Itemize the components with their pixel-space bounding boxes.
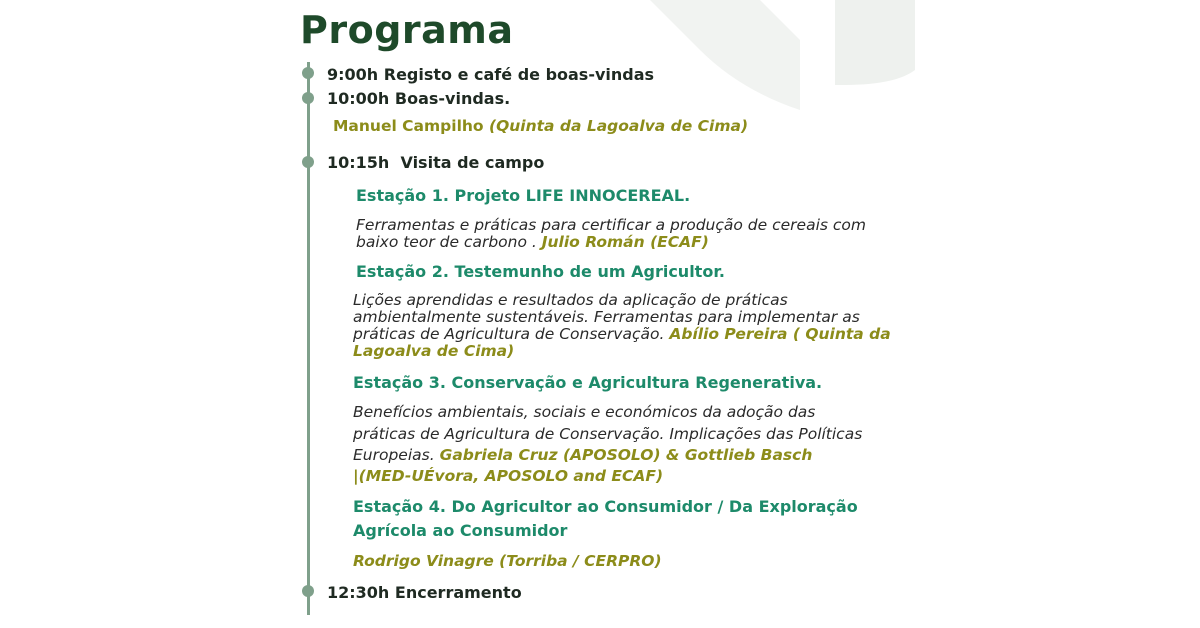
- speaker-affiliation: (Quinta da Lagoalva de Cima): [488, 117, 749, 135]
- station-2-desc-line: [353, 326, 891, 343]
- station-3-speaker-cont: |(MED-UÉvora, APOSOLO and ECAF): [353, 467, 664, 485]
- station-3-title: Estação 3. Conservação e Agricultura Regenerativa.: [353, 373, 823, 392]
- station-3-speaker: Gabriela Cruz (APOSOLO) & Gottlieb Basch: [439, 446, 813, 464]
- page-title: Programa: [300, 8, 514, 52]
- schedule-item-registration: 9:00h Registo e café de boas-vindas: [327, 65, 655, 84]
- schedule-item-field-visit: [327, 153, 544, 172]
- station-2-desc-line: ambientalmente sustentáveis. Ferramentas para implementar as: [353, 308, 860, 326]
- station-3-desc-line: Benefícios ambientais, sociais e económicos da adoção das: [353, 403, 816, 421]
- station-3-desc-line: [353, 447, 812, 464]
- field-visit-label: Visita de campo: [400, 153, 545, 172]
- schedule-item-welcome: 10:00h Boas-vindas.: [327, 89, 511, 108]
- station-1-desc-text: baixo teor de carbono .: [356, 233, 537, 251]
- station-2-desc-line: Lições aprendidas e resultados da aplicação de práticas: [353, 291, 788, 309]
- station-1-speaker: Julio Román (ECAF): [541, 233, 709, 251]
- timeline-dot: [302, 156, 314, 168]
- station-2-desc-text: práticas de Agricultura de Conservação.: [353, 325, 665, 343]
- timeline-dot: [302, 67, 314, 79]
- decorative-leaf-shapes: [640, 0, 940, 110]
- station-4-title: Estação 4. Do Agricultor ao Consumidor / Da Exploração: [353, 497, 858, 516]
- field-visit-time: 10:15h: [327, 153, 390, 172]
- timeline-dot: [302, 585, 314, 597]
- station-2-speaker-cont: Lagoalva de Cima): [353, 342, 515, 360]
- timeline-line: [307, 62, 310, 615]
- station-3-desc-line: práticas de Agricultura de Conservação. Implicações das Políticas: [353, 425, 863, 443]
- station-1-desc-line: Ferramentas e práticas para certificar a produção de cereais com: [356, 216, 866, 234]
- schedule-item-closing: 12:30h Encerramento: [327, 583, 522, 602]
- station-1-desc-line: [356, 234, 709, 251]
- station-2-title: Estação 2. Testemunho de um Agricultor.: [356, 262, 725, 281]
- station-2-speaker: Abílio Pereira ( Quinta da: [669, 325, 891, 343]
- station-4-title-cont: Agrícola ao Consumidor: [353, 521, 568, 540]
- station-4-speaker: Rodrigo Vinagre (Torriba / CERPRO): [353, 552, 662, 570]
- station-3-desc-text: Europeias.: [353, 446, 435, 464]
- timeline-dot: [302, 92, 314, 104]
- station-1-title: Estação 1. Projeto LIFE INNOCEREAL.: [356, 186, 691, 205]
- speaker-name: Manuel Campilho: [333, 117, 484, 135]
- welcome-speaker: [333, 117, 748, 135]
